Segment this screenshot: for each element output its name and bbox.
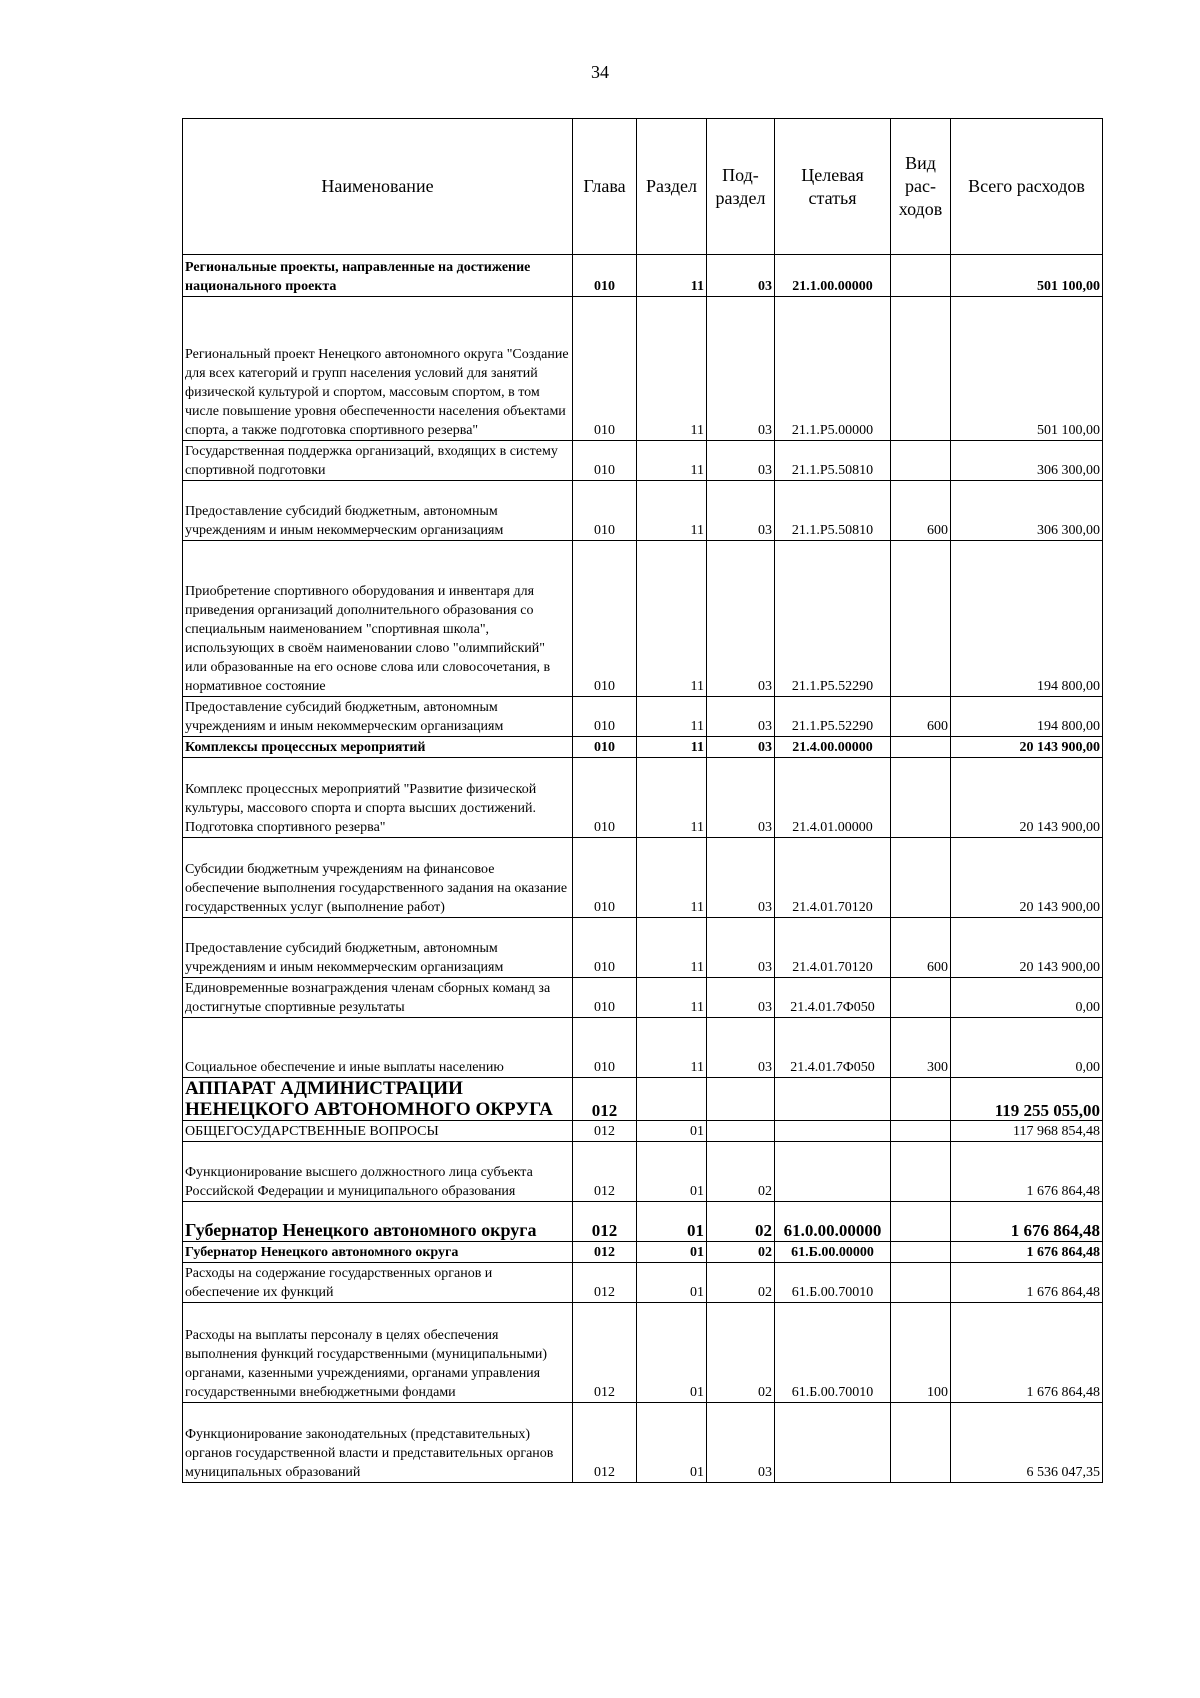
row-target: 21.1.Р5.50810 — [775, 441, 891, 481]
row-name: Расходы на выплаты персоналу в целях обеспечения выполнения функций государственными (муниципальными) органами, казенными учреждениями, органами управления государственными внебюджетными фондами — [183, 1303, 573, 1403]
row-section: 11 — [637, 297, 707, 441]
table-row — [183, 1403, 1103, 1483]
row-section: 01 — [637, 1263, 707, 1303]
row-chapter: 010 — [573, 1018, 637, 1078]
row-name: Региональный проект Ненецкого автономного округа "Создание для всех категорий и групп населения условий для занятий физической культурой и спортом, массовым спортом, в том числе повышение уровня обеспеченности населения объектами спорта, а также подготовка спортивного резерва" — [183, 297, 573, 441]
row-name: Предоставление субсидий бюджетным, автономным учреждениям и иным некоммерческим организациям — [183, 918, 573, 978]
row-chapter: 010 — [573, 838, 637, 918]
row-subsection: 03 — [707, 978, 775, 1018]
row-chapter: 010 — [573, 978, 637, 1018]
row-section: 01 — [637, 1202, 707, 1242]
row-type — [891, 1121, 951, 1142]
row-subsection: 02 — [707, 1142, 775, 1202]
row-type: 600 — [891, 697, 951, 737]
row-total: 1 676 864,48 — [951, 1263, 1103, 1303]
row-name: Региональные проекты, направленные на достижение национального проекта — [183, 255, 573, 297]
row-chapter: 012 — [573, 1303, 637, 1403]
table-row — [183, 297, 1103, 441]
row-section: 11 — [637, 838, 707, 918]
table-row — [183, 255, 1103, 297]
row-name: Комплексы процессных мероприятий — [183, 737, 573, 758]
row-type: 300 — [891, 1018, 951, 1078]
row-subsection: 03 — [707, 441, 775, 481]
row-subsection: 03 — [707, 758, 775, 838]
row-type — [891, 441, 951, 481]
row-total: 194 800,00 — [951, 697, 1103, 737]
row-subsection: 03 — [707, 541, 775, 697]
row-target: 21.4.01.7Ф050 — [775, 1018, 891, 1078]
table-header-row — [183, 119, 1103, 255]
header-chapter: Глава — [573, 119, 637, 255]
row-section: 01 — [637, 1403, 707, 1483]
row-type — [891, 758, 951, 838]
row-total: 1 676 864,48 — [951, 1142, 1103, 1202]
row-type — [891, 1142, 951, 1202]
row-chapter: 012 — [573, 1403, 637, 1483]
row-section: 11 — [637, 758, 707, 838]
row-section — [637, 1078, 707, 1121]
table-row — [183, 1303, 1103, 1403]
row-total: 117 968 854,48 — [951, 1121, 1103, 1142]
row-section: 01 — [637, 1303, 707, 1403]
header-section: Раздел — [637, 119, 707, 255]
row-subsection: 03 — [707, 297, 775, 441]
row-name: Губернатор Ненецкого автономного округа — [183, 1202, 573, 1242]
row-target: 21.1.Р5.00000 — [775, 297, 891, 441]
row-subsection: 03 — [707, 1018, 775, 1078]
table-row — [183, 1263, 1103, 1303]
row-target — [775, 1078, 891, 1121]
row-chapter: 010 — [573, 541, 637, 697]
row-section: 11 — [637, 255, 707, 297]
row-target: 21.4.01.7Ф050 — [775, 978, 891, 1018]
row-name: Предоставление субсидий бюджетным, автономным учреждениям и иным некоммерческим организациям — [183, 697, 573, 737]
row-section: 11 — [637, 978, 707, 1018]
row-name: Государственная поддержка организаций, входящих в систему спортивной подготовки — [183, 441, 573, 481]
table-row — [183, 1142, 1103, 1202]
row-section: 01 — [637, 1242, 707, 1263]
table-row — [183, 541, 1103, 697]
row-section: 11 — [637, 697, 707, 737]
row-total: 1 676 864,48 — [951, 1303, 1103, 1403]
row-subsection: 03 — [707, 481, 775, 541]
table-row — [183, 978, 1103, 1018]
row-name: ОБЩЕГОСУДАРСТВЕННЫЕ ВОПРОСЫ — [183, 1121, 573, 1142]
row-target: 21.1.Р5.52290 — [775, 697, 891, 737]
row-name: Субсидии бюджетным учреждениям на финансовое обеспечение выполнения государственного задания на оказание государственных услуг (выполнение работ) — [183, 838, 573, 918]
row-name: Единовременные вознаграждения членам сборных команд за достигнутые спортивные результаты — [183, 978, 573, 1018]
row-chapter: 012 — [573, 1078, 637, 1121]
row-chapter: 012 — [573, 1121, 637, 1142]
row-section: 01 — [637, 1142, 707, 1202]
row-section: 11 — [637, 541, 707, 697]
table-row — [183, 1242, 1103, 1263]
row-target — [775, 1121, 891, 1142]
row-name: Предоставление субсидий бюджетным, автономным учреждениям и иным некоммерческим организациям — [183, 481, 573, 541]
table-row — [183, 758, 1103, 838]
header-target: Целевая статья — [775, 119, 891, 255]
row-total: 20 143 900,00 — [951, 918, 1103, 978]
row-chapter: 010 — [573, 481, 637, 541]
row-chapter: 010 — [573, 918, 637, 978]
row-subsection: 03 — [707, 737, 775, 758]
row-name: Функционирование законодательных (представительных) органов государственной власти и представительных органов муниципальных образований — [183, 1403, 573, 1483]
row-section: 11 — [637, 481, 707, 541]
row-type: 600 — [891, 481, 951, 541]
row-total: 0,00 — [951, 978, 1103, 1018]
row-target: 21.4.00.00000 — [775, 737, 891, 758]
row-name: Расходы на содержание государственных органов и обеспечение их функций — [183, 1263, 573, 1303]
table-row — [183, 1018, 1103, 1078]
row-name: Губернатор Ненецкого автономного округа — [183, 1242, 573, 1263]
row-type: 600 — [891, 918, 951, 978]
row-chapter: 012 — [573, 1263, 637, 1303]
row-type — [891, 838, 951, 918]
row-chapter: 010 — [573, 297, 637, 441]
header-type: Вид рас- ходов — [891, 119, 951, 255]
row-subsection: 02 — [707, 1242, 775, 1263]
row-type — [891, 297, 951, 441]
row-target: 21.4.01.70120 — [775, 918, 891, 978]
row-subsection: 03 — [707, 697, 775, 737]
row-section: 11 — [637, 918, 707, 978]
row-section: 01 — [637, 1121, 707, 1142]
row-target: 61.Б.00.00000 — [775, 1242, 891, 1263]
row-type — [891, 541, 951, 697]
row-target — [775, 1142, 891, 1202]
row-total: 20 143 900,00 — [951, 758, 1103, 838]
table-row — [183, 1078, 1103, 1121]
row-total: 1 676 864,48 — [951, 1242, 1103, 1263]
row-name: Социальное обеспечение и иные выплаты населению — [183, 1018, 573, 1078]
row-total: 1 676 864,48 — [951, 1202, 1103, 1242]
table-row — [183, 481, 1103, 541]
row-type — [891, 1078, 951, 1121]
row-target: 21.1.00.00000 — [775, 255, 891, 297]
row-type — [891, 1403, 951, 1483]
table-row — [183, 918, 1103, 978]
row-chapter: 012 — [573, 1242, 637, 1263]
row-chapter: 010 — [573, 441, 637, 481]
row-type — [891, 1263, 951, 1303]
row-type — [891, 737, 951, 758]
row-section: 11 — [637, 737, 707, 758]
row-subsection: 02 — [707, 1202, 775, 1242]
row-section: 11 — [637, 441, 707, 481]
row-chapter: 010 — [573, 758, 637, 838]
row-target: 61.Б.00.70010 — [775, 1263, 891, 1303]
header-name: Наименование — [183, 119, 573, 255]
row-type — [891, 1202, 951, 1242]
row-name: АППАРАТ АДМИНИСТРАЦИИ НЕНЕЦКОГО АВТОНОМНОГО ОКРУГА — [183, 1078, 573, 1121]
table-row — [183, 697, 1103, 737]
page-number: 34 — [591, 62, 609, 82]
row-target: 61.Б.00.70010 — [775, 1303, 891, 1403]
header-subsection: Под- раздел — [707, 119, 775, 255]
row-chapter: 012 — [573, 1202, 637, 1242]
row-total: 6 536 047,35 — [951, 1403, 1103, 1483]
row-total: 194 800,00 — [951, 541, 1103, 697]
row-target — [775, 1403, 891, 1483]
row-name: Приобретение спортивного оборудования и инвентаря для приведения организаций дополнительного образования со специальным наименованием "спортивная школа", использующих в своём наименовании слово "олимпийский" или образованные на его основе слова или словосочетания, в нормативное состояние — [183, 541, 573, 697]
row-target: 21.4.01.00000 — [775, 758, 891, 838]
row-chapter: 010 — [573, 255, 637, 297]
row-subsection: 02 — [707, 1303, 775, 1403]
row-total: 501 100,00 — [951, 297, 1103, 441]
table-row — [183, 1121, 1103, 1142]
row-total: 119 255 055,00 — [951, 1078, 1103, 1121]
row-chapter: 010 — [573, 737, 637, 758]
row-target: 61.0.00.00000 — [775, 1202, 891, 1242]
table-row — [183, 838, 1103, 918]
row-subsection — [707, 1121, 775, 1142]
row-total: 501 100,00 — [951, 255, 1103, 297]
row-type — [891, 1242, 951, 1263]
row-chapter: 010 — [573, 697, 637, 737]
row-name: Комплекс процессных мероприятий "Развитие физической культуры, массового спорта и спорта высших достижений. Подготовка спортивного резерва" — [183, 758, 573, 838]
row-subsection: 02 — [707, 1263, 775, 1303]
row-subsection: 03 — [707, 1403, 775, 1483]
row-type — [891, 978, 951, 1018]
row-type: 100 — [891, 1303, 951, 1403]
row-total: 306 300,00 — [951, 481, 1103, 541]
header-total: Всего расходов — [951, 119, 1103, 255]
table-row — [183, 441, 1103, 481]
table-row — [183, 1202, 1103, 1242]
row-target: 21.4.01.70120 — [775, 838, 891, 918]
row-subsection: 03 — [707, 918, 775, 978]
row-subsection: 03 — [707, 838, 775, 918]
row-target: 21.1.Р5.50810 — [775, 481, 891, 541]
row-total: 0,00 — [951, 1018, 1103, 1078]
row-target: 21.1.Р5.52290 — [775, 541, 891, 697]
row-chapter: 012 — [573, 1142, 637, 1202]
row-total: 20 143 900,00 — [951, 838, 1103, 918]
row-total: 306 300,00 — [951, 441, 1103, 481]
table-row — [183, 737, 1103, 758]
row-section: 11 — [637, 1018, 707, 1078]
row-subsection: 03 — [707, 255, 775, 297]
row-subsection — [707, 1078, 775, 1121]
row-type — [891, 255, 951, 297]
row-total: 20 143 900,00 — [951, 737, 1103, 758]
row-name: Функционирование высшего должностного лица субъекта Российской Федерации и муниципального образования — [183, 1142, 573, 1202]
budget-table — [182, 118, 1103, 1483]
